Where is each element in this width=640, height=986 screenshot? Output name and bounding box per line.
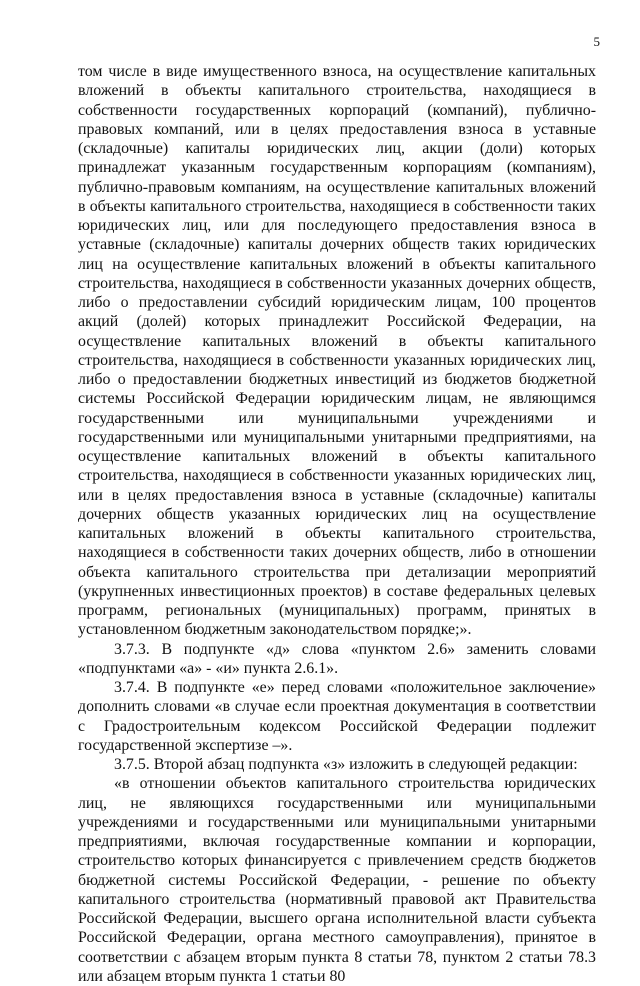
paragraph-continuation: том числе в виде имущественного взноса, на осуществление капитальных вложений в объекты капитального строительства, находящиеся в собственности государственных корпораций (компаний), публично-правовых компаний, или в целях предоставления взноса в уставные (складочные) капиталы юридических лиц, акции (доли) которых принадлежат указанным государственным корпорациям (компаниям), публично-правовым компаниям, на осуществление капитальных вложений в объекты капитального строительства, находящиеся в собственности таких юридических лиц, или для последующего предоставления взноса в уставные (складочные) капиталы дочерних обществ таких юридических лиц на осуществление капитальных вложений в объекты капитального строительства, находящиеся в собственности указанных дочерних обществ, либо о предоставлении субсидий юридическим лицам, 100 процентов акций (долей) которых принадлежит Российской Федерации, на осуществление капитальных вложений в объекты капитального строительства, находящиеся в собственности указанных юридических лиц, либо о предоставлении бюджетных инвестиций из бюджетов бюджетной системы Российской Федерации юридическим лицам, не являющимся государственными или муниципальными учреждениями и государственными или муниципальными унитарными предприятиями, на осуществление капитальных вложений в объекты капитального строительства, находящиеся в собственности указанных юридических лиц, или в целях предоставления взноса в уставные (складочные) капиталы дочерних обществ указанных юридических лиц на осуществление капитальных вложений в объекты капитального строительства, находящиеся в собственности таких дочерних обществ, либо в отношении объекта капитального строительства при детализации мероприятий (укрупненных инвестиционных проектов) в составе федеральных целевых программ, региональных (муниципальных) программ, принятых в установленном бюджетным законодательством порядке;». <box>78 63 596 639</box>
document-body <box>78 62 596 986</box>
paragraph-item-3-7-5: 3.7.5. Второй абзац подпункта «з» изложить в следующей редакции: <box>114 756 578 773</box>
paragraph-item-3-7-4: 3.7.4. В подпункте «е» перед словами «положительное заключение» дополнить словами «в случае если проектная документация в соответствии с Градостроительным кодексом Российской Федерации подлежит государственной экспертизе –». <box>78 679 596 754</box>
paragraph-item-3-7-3: 3.7.3. В подпункте «д» слова «пунктом 2.6» заменить словами «подпунктами «а» - «и» пункта 2.6.1». <box>78 640 596 677</box>
paragraph-quoted-new-text: «в отношении объектов капитального строительства юридических лиц, не являющихся государственными или муниципальными учреждениями и государственными или муниципальными унитарными предприятиями, включая государственные компании и корпорации, строительство которых финансируется с привлечением средств бюджетов бюджетной системы Российской Федерации, - решение по объекту капитального строительства (нормативный правовой акт Правительства Российской Федерации, высшего органа исполнительной власти субъекта Российской Федерации, органа местного самоуправления), принятое в соответствии с абзацем вторым пункта 8 статьи 78, пунктом 2 статьи 78.3 или абзацем вторым пункта 1 статьи 80 <box>78 775 596 985</box>
page-number: 5 <box>593 34 600 49</box>
